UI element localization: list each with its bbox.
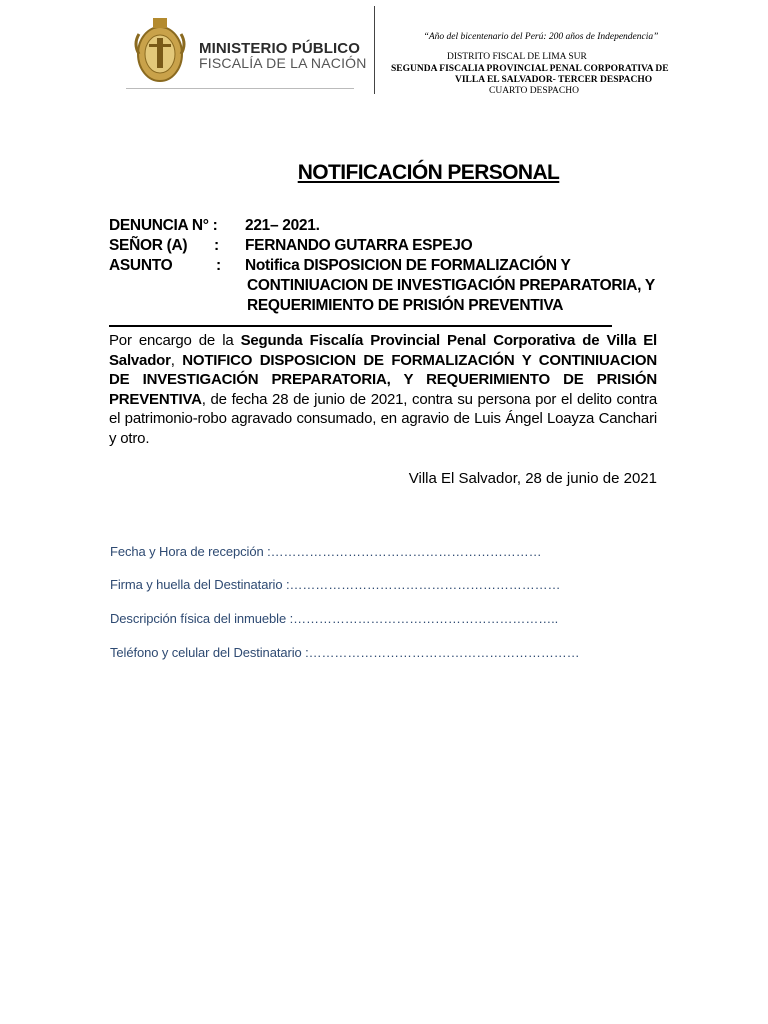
asunto-line-3: REQUERIMIENTO DE PRISIÓN PREVENTIVA — [247, 297, 564, 314]
description-field: Descripción física del inmueble :…………………………………………………….. — [110, 611, 559, 626]
notification-body — [109, 331, 657, 448]
body-notice: NOTIFICO DISPOSICION DE FORMALIZACIÓN Y CONTINIUACION DE INVESTIGACIÓN PREPARATORIA, Y REQUERIMIENTO DE PRISIÓN PREVENTIVA — [109, 351, 657, 408]
place-date: Villa El Salvador, 28 de junio de 2021 — [408, 470, 657, 487]
asunto-colon: : — [216, 257, 221, 274]
office-line-2: VILLA EL SALVADOR- TERCER DESPACHO — [455, 75, 653, 85]
senor-colon: : — [214, 237, 219, 254]
reception-field: Fecha y Hora de recepción :……………………………………………………… — [110, 544, 542, 559]
senor-label: SEÑOR (A) — [109, 237, 188, 254]
senor-value: FERNANDO GUTARRA ESPEJO — [245, 237, 473, 254]
body-office: Segunda Fiscalía Provincial Penal Corporativa de Villa El Salvador — [109, 332, 657, 369]
office-line-1: SEGUNDA FISCALIA PROVINCIAL PENAL CORPORATIVA DE — [391, 64, 669, 74]
body-intro: Por encargo de la — [109, 332, 241, 349]
org-subtitle: FISCALÍA DE LA NACIÓN — [199, 55, 367, 71]
office-line-3: CUARTO DESPACHO — [489, 86, 579, 96]
body-details: , de fecha 28 de junio de 2021, contra su persona por el delito contra el patrimonio-robo agravado consumado, en agravio de Luis Ángel Loayza Canchari y otro. — [109, 390, 657, 447]
denuncia-value: 221– 2021. — [245, 217, 320, 234]
asunto-line-1: Notifica DISPOSICION DE FORMALIZACIÓN Y — [245, 257, 571, 274]
year-motto: “Año del bicentenario del Perú: 200 años de Independencia” — [423, 32, 659, 42]
section-rule — [109, 325, 612, 327]
asunto-line-2: CONTINIUACION DE INVESTIGACIÓN PREPARATORIA, Y — [247, 277, 655, 294]
logo-underline — [126, 88, 354, 89]
seal-icon — [131, 14, 189, 88]
org-name: MINISTERIO PÚBLICO — [199, 40, 360, 57]
header-separator — [374, 6, 375, 94]
phone-field: Teléfono y celular del Destinatario :……………………………………………………… — [110, 645, 580, 660]
signature-field: Firma y huella del Destinatario :……………………………………………………… — [110, 577, 561, 592]
asunto-label: ASUNTO — [109, 257, 173, 274]
document-title: NOTIFICACIÓN PERSONAL — [297, 161, 560, 184]
body-sep: , — [170, 351, 183, 369]
denuncia-label: DENUNCIA N° : — [109, 217, 218, 234]
district-line: DISTRITO FISCAL DE LIMA SUR — [447, 52, 587, 62]
